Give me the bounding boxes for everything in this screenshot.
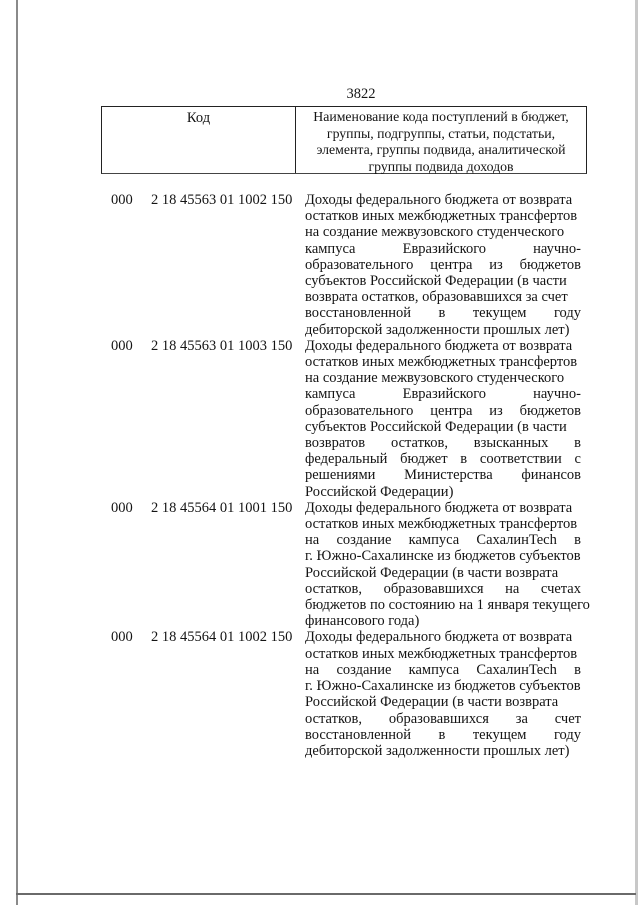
description-line: Доходы федерального бюджета от возврата [305,337,573,354]
description-line: восстановленной в текущем году [305,726,581,743]
description-line: на создание кампуса СахалинTech в [305,661,581,678]
description-line: федеральный бюджет в соответствии с [305,451,581,468]
name-header-line: элемента, группы подвида, аналитической [316,142,566,157]
revenue-code: 2 18 45563 01 1003 150 [151,337,293,354]
description-line: Доходы федерального бюджета от возврата [305,499,573,516]
name-header-line: группы, подгруппы, статьи, подстатьи, [326,125,556,141]
table-header [101,106,587,174]
page-bottom-edge [16,893,636,895]
revenue-code: 2 18 45564 01 1002 150 [151,629,293,646]
name-header-line: группы подвида доходов [368,158,514,174]
revenue-description [305,338,581,500]
description-line: субъектов Российской Федерации (в части [305,418,567,435]
revenue-code: 2 18 45564 01 1001 150 [151,499,293,516]
description-line: на создание межвузовского студенческого [305,224,565,241]
description-line: остатков иных межбюджетных трансфертов [305,516,578,533]
description-line: финансового года) [305,613,420,630]
description-line: Доходы федерального бюджета от возврата [305,192,573,208]
revenue-code: 2 18 45563 01 1002 150 [151,192,293,208]
name-header-line: Наименование кода поступлений в бюджет, [313,109,569,124]
page-number: 3822 [346,86,376,102]
table-row [0,500,640,630]
description-line: остатков иных межбюджетных трансфертов [305,208,578,225]
description-line: г. Южно-Сахалинске из бюджетов субъектов [305,548,581,565]
description-line: Российской Федерации) [305,483,454,500]
description-line: Российской Федерации (в части возврата [305,564,559,581]
table-row [0,629,640,759]
description-line: субъектов Российской Федерации (в части [305,273,567,290]
description-line: бюджетов по состоянию на 1 января текущего [305,597,590,614]
revenue-description [305,192,581,338]
description-line: остатков иных межбюджетных трансфертов [305,645,578,662]
description-line: образовательного центра из бюджетов [305,256,581,273]
admin-code: 000 [111,629,133,646]
revenue-description [305,629,581,759]
description-line: дебиторской задолженности прошлых лет) [305,742,570,759]
description-line: г. Южно-Сахалинске из бюджетов субъектов [305,678,581,695]
description-line: возврата остатков, образовавшихся за счет [305,289,568,306]
admin-code: 000 [111,499,133,516]
description-line: на создание межвузовского студенческого [305,370,565,387]
table-row [0,338,640,500]
description-line: Доходы федерального бюджета от возврата [305,629,573,646]
description-line: на создание кампуса СахалинTech в [305,532,581,549]
description-line: остатков, образовавшихся за счет [305,710,581,727]
description-line: кампуса Евразийского научно- [305,386,581,403]
description-line: образовательного центра из бюджетов [305,402,581,419]
description-line: возвратов остатков, взысканных в [305,435,581,452]
revenue-code-list [0,192,640,759]
description-line: решениями Министерства финансов [305,467,581,484]
description-line: остатков иных межбюджетных трансфертов [305,354,578,371]
description-line: Российской Федерации (в части возврата [305,694,559,711]
description-line: восстановленной в текущем году [305,305,581,322]
admin-code: 000 [111,192,133,208]
description-line: остатков, образовавшихся на счетах [305,580,581,597]
description-line: кампуса Евразийского научно- [305,240,581,257]
name-column-header [296,109,586,175]
description-line: дебиторской задолженности прошлых лет) [305,321,570,338]
code-column-header: Код [186,110,211,126]
table-row [0,192,640,338]
admin-code: 000 [111,337,133,354]
revenue-description [305,499,590,630]
